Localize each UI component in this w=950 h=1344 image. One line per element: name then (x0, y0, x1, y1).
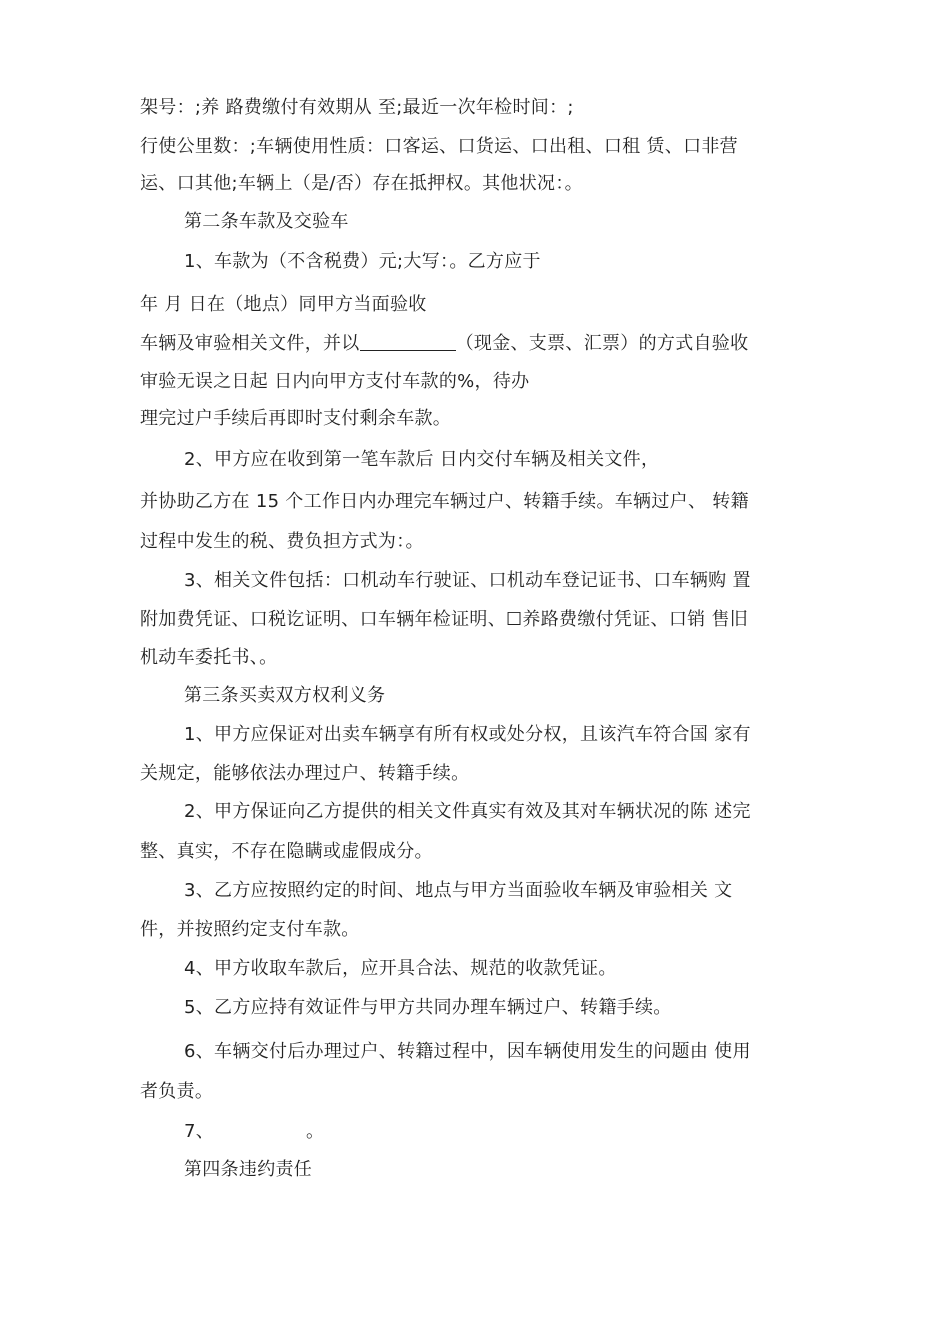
text-line: 审验无误之日起 日内向甲方支付车款的%，待办 (140, 371, 530, 392)
text-line: 。 (306, 1121, 325, 1142)
text-line: 关规定，能够依法办理过户、转籍手续。 (140, 763, 470, 784)
text-segment: 车辆及审验相关文件，并以 (140, 333, 360, 354)
text-line: 件，并按照约定支付车款。 (140, 919, 360, 940)
text-line: 5、乙方应持有效证件与甲方共同办理车辆过户、转籍手续。 (184, 997, 672, 1018)
fill-in-blank (360, 332, 456, 351)
text-line: 7、 (184, 1121, 215, 1142)
text-line: 2、甲方保证向乙方提供的相关文件真实有效及其对车辆状况的陈 述完 (184, 801, 751, 822)
text-line: 运、口其他;车辆上（是/否）存在抵押权。其他状况：。 (140, 173, 583, 194)
text-line: 附加费凭证、口税讫证明、口车辆年检证明、☐养路费缴付凭证、口销 售旧 (140, 609, 749, 630)
text-line: 过程中发生的税、费负担方式为：。 (140, 531, 424, 552)
text-line: 理完过户手续后再即时支付剩余车款。 (140, 408, 452, 429)
section-heading: 第三条买卖双方权利义务 (184, 685, 386, 706)
text-line: 6、车辆交付后办理过户、转籍过程中，因车辆使用发生的问题由 使用 (184, 1041, 751, 1062)
text-line: 整、真实，不存在隐瞒或虚假成分。 (140, 841, 433, 862)
text-line-with-blank (140, 332, 748, 356)
text-line: 4、甲方收取车款后，应开具合法、规范的收款凭证。 (184, 958, 617, 979)
text-segment: （现金、支票、汇票）的方式自验收 (455, 333, 749, 354)
text-line: 1、甲方应保证对出卖车辆享有所有权或处分权，且该汽车符合国 家有 (184, 724, 751, 745)
text-line: 年 月 日在（地点）同甲方当面验收 (140, 294, 427, 315)
text-line: 3、相关文件包括：口机动车行驶证、口机动车登记证书、口车辆购 置 (184, 570, 751, 591)
text-line: 并协助乙方在 15 个工作日内办理完车辆过户、转籍手续。车辆过户、 转籍 (140, 491, 749, 512)
text-line: 架号：;养 路费缴付有效期从 至;最近一次年检时间：; (140, 97, 574, 118)
text-line: 机动车委托书、。 (140, 647, 278, 668)
text-line: 行使公里数：;车辆使用性质：口客运、口货运、口出租、口租 赁、口非营 (140, 136, 738, 157)
text-line: 2、甲方应在收到第一笔车款后 日内交付车辆及相关文件， (184, 449, 660, 470)
section-heading: 第四条违约责任 (184, 1159, 313, 1180)
section-heading: 第二条车款及交验车 (184, 211, 349, 232)
text-line: 者负责。 (140, 1081, 214, 1102)
text-line: 3、乙方应按照约定的时间、地点与甲方当面验收车辆及审验相关 文 (184, 880, 733, 901)
text-line: 1、车款为（不含税费）元;大写：。乙方应于 (184, 251, 541, 272)
